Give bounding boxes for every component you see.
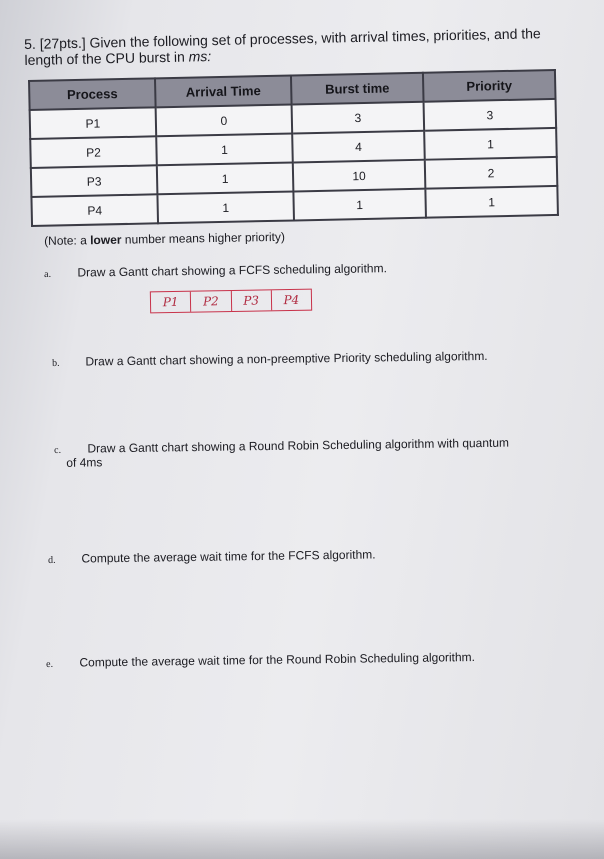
gantt-cell: P2	[190, 291, 231, 312]
cell-arrival: 1	[156, 133, 293, 165]
priority-note	[44, 230, 285, 248]
part-d-label: d.	[48, 554, 56, 566]
part-c	[54, 436, 509, 470]
note-bold: lower	[90, 232, 122, 248]
cell-arrival: 1	[157, 191, 294, 223]
part-d-text: Compute the average wait time for the FCFS algorithm.	[81, 547, 376, 566]
cell-arrival: 1	[157, 162, 294, 194]
handwritten-gantt-chart	[150, 289, 312, 314]
part-a-text: Draw a Gantt chart showing a FCFS scheduling algorithm.	[77, 261, 387, 280]
part-c-text2: of 4ms	[66, 455, 103, 470]
cell-process: P2	[30, 136, 157, 168]
cell-process: P3	[31, 165, 158, 197]
part-e	[46, 650, 475, 670]
question-header	[24, 25, 565, 68]
question-unit: ms:	[188, 48, 212, 65]
cell-burst: 10	[293, 160, 426, 192]
part-a	[44, 261, 387, 280]
header-priority: Priority	[423, 70, 556, 102]
question-line2: length of the CPU burst in	[24, 48, 185, 68]
part-b-text: Draw a Gantt chart showing a non-preemptive Priority scheduling algorithm.	[85, 348, 488, 369]
part-e-label: e.	[46, 658, 54, 670]
cell-burst: 4	[292, 131, 425, 163]
gantt-cell: P3	[230, 290, 271, 311]
part-e-text: Compute the average wait time for the Round Robin Scheduling algorithm.	[79, 650, 476, 670]
cell-process: P4	[31, 194, 158, 226]
part-c-label: c.	[54, 444, 62, 456]
cell-burst: 3	[292, 102, 425, 134]
cell-arrival: 0	[156, 104, 293, 136]
part-d	[48, 547, 376, 566]
part-b-label: b.	[52, 357, 60, 369]
note-suffix: number means higher priority)	[124, 229, 286, 247]
cell-burst: 1	[293, 189, 426, 221]
header-burst-time: Burst time	[291, 73, 424, 105]
cell-priority: 1	[425, 186, 558, 218]
process-table	[28, 69, 559, 227]
cell-process: P1	[30, 107, 157, 139]
cell-priority: 2	[425, 157, 558, 189]
note-prefix: (Note: a	[44, 233, 87, 248]
part-a-label: a.	[44, 268, 52, 280]
cell-priority: 3	[424, 99, 557, 131]
header-process: Process	[29, 78, 156, 110]
bottom-shadow	[0, 819, 604, 859]
question-line1: 5. [27pts.] Given the following set of processes, with arrival times, priorities, and the	[24, 25, 541, 52]
part-c-text: Draw a Gantt chart showing a Round Robin Scheduling algorithm with quantum	[87, 435, 510, 456]
gantt-cell: P4	[271, 290, 312, 311]
cell-priority: 1	[424, 128, 557, 160]
part-b	[52, 349, 488, 369]
gantt-cell: P1	[162, 294, 179, 310]
header-arrival-time: Arrival Time	[155, 75, 292, 107]
